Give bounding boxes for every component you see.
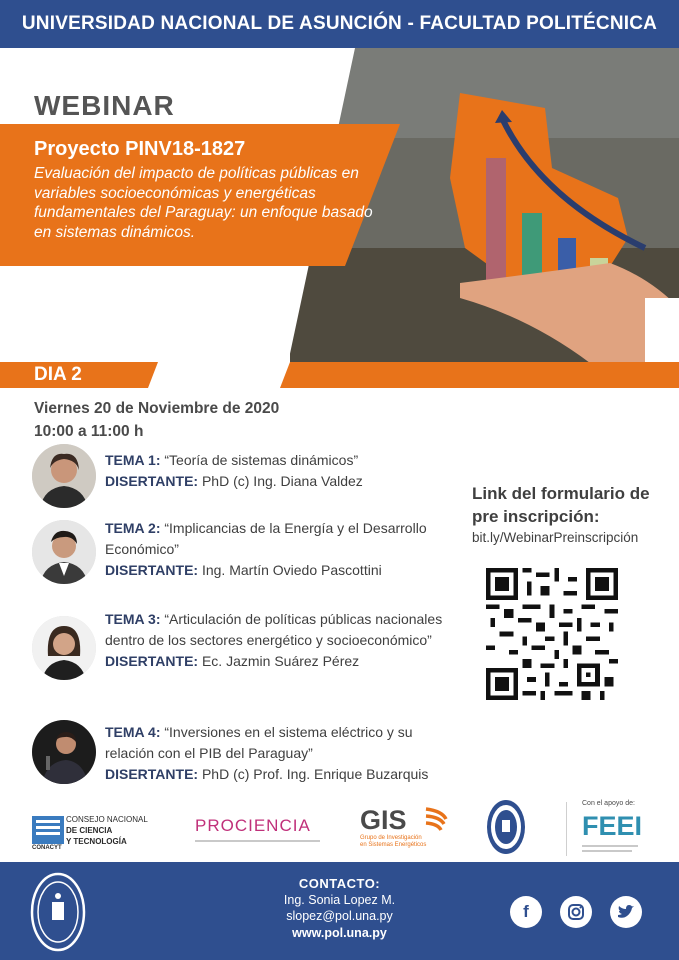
topic-4-text: “Inversiones en el sistema eléctrico y su relación con el PIB del Paraguay” — [105, 724, 413, 761]
topic-1-text: “Teoría de sistemas dinámicos” — [164, 452, 359, 468]
topic-2-text: “Implicancias de la Energía y el Desarrollo Económico” — [105, 520, 427, 557]
conacyt-line-2: DE CIENCIA — [66, 826, 113, 835]
contact-email[interactable]: slopez@pol.una.py — [286, 909, 393, 923]
feei-text: FEEI — [582, 811, 643, 841]
topic-3 — [105, 609, 455, 672]
topic-3-key: TEMA 3: — [105, 611, 161, 627]
topic-2 — [105, 518, 455, 581]
webinar-label: WEBINAR — [34, 90, 175, 121]
speaker-2-key: DISERTANTE: — [105, 562, 199, 578]
topic-1-key: TEMA 1: — [105, 452, 161, 468]
speaker-1-name: PhD (c) Ing. Diana Valdez — [201, 473, 363, 489]
topic-2-key: TEMA 2: — [105, 520, 161, 536]
registration-title: Link del formulario de pre inscripción: — [472, 484, 650, 526]
project-title: Proyecto PINV18-1827 — [34, 138, 246, 160]
event-time: 10:00 a 11:00 h — [34, 423, 144, 440]
project-description: Evaluación del impacto de políticas públicas en variables socioeconómicas y energéticas fundamentales del Paraguay: un enfoque basado en sistemas dinámicos. — [34, 165, 373, 241]
topic-4-key: TEMA 4: — [105, 724, 161, 740]
faculty-seal-logo — [486, 798, 526, 856]
topic-3-text: “Articulación de políticas públicas nacionales dentro de los sectores energético y socioeconómico” — [105, 611, 443, 648]
contact-heading: CONTACTO: — [298, 876, 381, 891]
logo-divider — [566, 802, 567, 856]
conacyt-logo — [32, 812, 167, 852]
gis-text: GIS — [360, 805, 407, 835]
instagram-icon[interactable] — [560, 896, 592, 928]
prociencia-logo — [195, 816, 325, 846]
conacyt-abbr: CONACYT — [32, 845, 62, 851]
conacyt-line-3: Y TECNOLOGÍA — [66, 837, 127, 846]
registration-qr-code[interactable] — [486, 568, 618, 700]
speaker-photo-3 — [32, 616, 96, 680]
prociencia-text: PROCIENCIA — [195, 816, 311, 835]
day-bar — [0, 362, 679, 388]
speaker-3-key: DISERTANTE: — [105, 653, 199, 669]
registration-link[interactable]: bit.ly/WebinarPreinscripción — [472, 530, 639, 545]
speaker-4-key: DISERTANTE: — [105, 766, 199, 782]
speaker-4-name: PhD (c) Prof. Ing. Enrique Buzarquis — [201, 766, 429, 782]
day-label: DIA 2 — [34, 364, 82, 385]
gis-logo — [360, 805, 455, 847]
event-date: Viernes 20 de Noviembre de 2020 — [34, 400, 280, 417]
feei-support-label: Con el apoyo de: — [582, 800, 635, 807]
speaker-1-key: DISERTANTE: — [105, 473, 199, 489]
facebook-icon[interactable]: f — [510, 896, 542, 928]
gis-subtitle-2: en Sistemas Energéticos — [360, 841, 427, 848]
speaker-2-name: Ing. Martín Oviedo Pascottini — [201, 562, 382, 578]
conacyt-line-1: CONSEJO NACIONAL — [66, 815, 148, 824]
contact-website[interactable]: www.pol.una.py — [292, 926, 387, 940]
speaker-3-name: Ec. Jazmin Suárez Pérez — [201, 653, 360, 669]
speaker-photo-4 — [32, 720, 96, 784]
topic-1 — [105, 450, 455, 492]
twitter-icon[interactable] — [610, 896, 642, 928]
feei-logo — [582, 800, 662, 858]
topic-4 — [105, 722, 455, 785]
contact-name: Ing. Sonia Lopez M. — [283, 893, 396, 907]
speaker-photo-2 — [32, 520, 96, 584]
gis-subtitle-1: Grupo de Investigación — [360, 835, 422, 841]
speaker-photo-1 — [32, 444, 96, 508]
header-title: UNIVERSIDAD NACIONAL DE ASUNCIÓN - FACULTAD POLITÉCNICA — [21, 13, 658, 34]
